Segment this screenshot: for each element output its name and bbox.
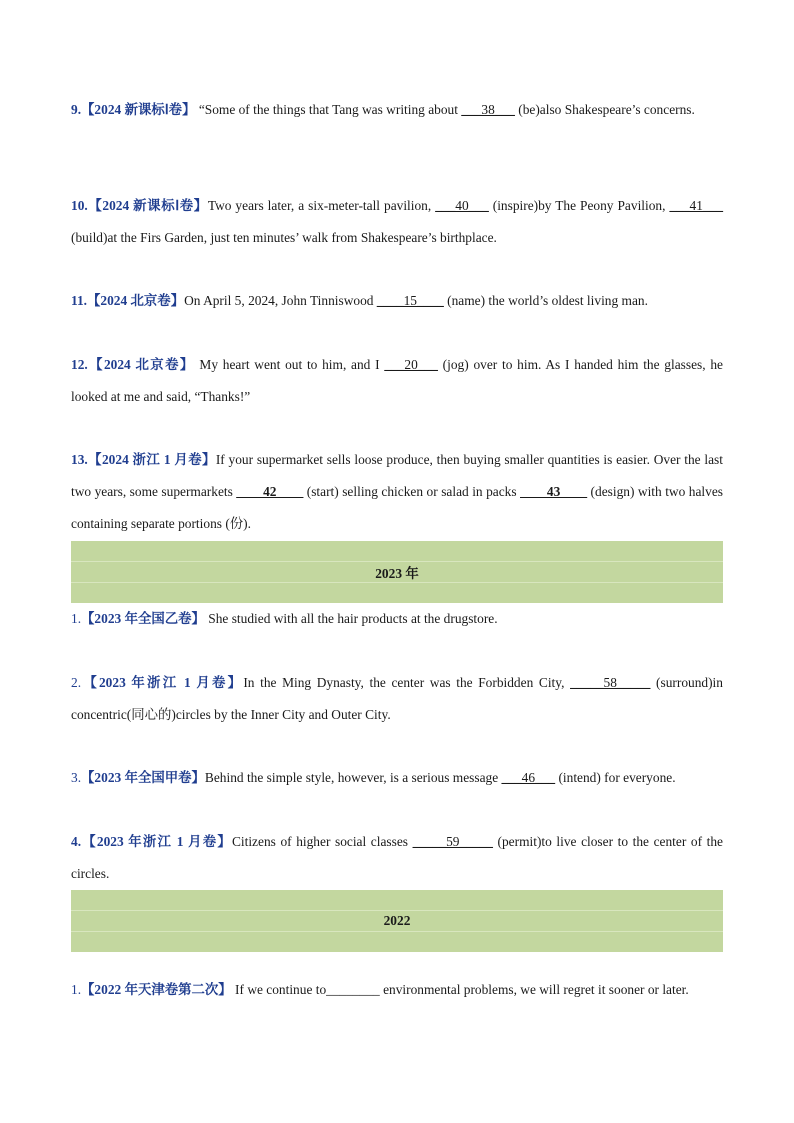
question-text: If your supermarket sells loose produce, then buying smaller quantities is easier. Over the last two years, some supermarkets [71,452,723,499]
question-2023-2 [71,667,723,731]
question-source: 【2024 新课标Ⅰ卷】 [81,102,196,117]
question-number: 13. [71,452,88,467]
question-text: (inspire)by The Peony Pavilion, [488,198,670,213]
question-number: 11. [71,293,87,308]
section-title: 2022 [383,913,411,928]
answer-blank: ________ [326,982,380,997]
question-text: (name) the world’s oldest living man. [443,293,648,308]
answer-blank: ___46___ [501,770,556,785]
question-text: (build)at the Firs Garden, just ten minutes’ walk from Shakespeare’s birthplace. [71,230,497,245]
question-text: My heart went out to him, and I [194,357,385,372]
answer-blank: ___40___ [435,198,489,213]
question-number: 4. [71,834,82,849]
question-source: 【2024 浙江 1 月卷】 [87,452,216,467]
question-number: 12. [71,357,88,372]
question-9 [71,94,723,126]
question-text: (be)also Shakespeare’s concerns. [514,102,695,117]
question-source: 【2024 北京卷】 [87,357,195,372]
question-source: 【2024 北京卷】 [87,293,185,308]
question-11 [71,285,723,317]
band-rule [71,931,723,932]
section-header-2023 [71,541,723,603]
question-text: environmental problems, we will regret it sooner or later. [379,982,689,997]
question-2023-4 [71,826,723,890]
question-text: Citizens of higher social classes [231,834,413,849]
answer-blank: _____58_____ [570,675,651,690]
answer-blank: _____59_____ [412,834,493,849]
question-source: 【2023 年浙江 1 月卷】 [81,675,244,690]
question-text: On April 5, 2024, John Tinniswood [184,293,377,308]
question-text: If we continue to [231,982,327,997]
question-source: 【2022 年天津卷第二次】 [81,982,232,997]
question-2023-3 [71,762,723,794]
question-10 [71,190,723,254]
question-number: 2. [71,675,82,690]
question-source: 【2023 年浙江 1 月卷】 [81,834,232,849]
question-text: (surround)in concentric(同心的)circles by the Inner City and Outer City. [71,675,723,722]
answer-blank: ____15____ [376,293,444,308]
band-rule [71,582,723,583]
question-text: (design) with two halves containing separate portions (份). [71,484,723,531]
question-text: (intend) for everyone. [555,770,676,785]
question-source: 【2023 年全国甲卷】 [81,770,205,785]
answer-blank: ____42____ [236,484,304,499]
question-text: Two years later, a six-meter-tall pavilion, [207,198,436,213]
question-text: She studied with all the hair products at the drugstore. [204,611,498,626]
question-number: 1. [71,982,82,997]
question-2023-1 [71,603,723,635]
question-text: (start) selling chicken or salad in packs [303,484,521,499]
question-13 [71,444,723,540]
question-text: In the Ming Dynasty, the center was the Forbidden City, [243,675,571,690]
section-header-2022 [71,890,723,952]
question-number: 1. [71,611,82,626]
question-number: 10. [71,198,88,213]
answer-blank: ___41___ [669,198,724,213]
section-title: 2023 年 [375,565,419,581]
question-2022-1 [71,974,723,1006]
answer-blank: ___38___ [461,102,515,117]
band-rule [71,910,723,911]
question-number: 9. [71,102,82,117]
answer-blank: ____43____ [520,484,588,499]
question-text: Behind the simple style, however, is a serious message [204,770,502,785]
question-12 [71,349,723,413]
question-text: (jog) over to him. As I handed him the glasses, he looked at me and said, “Thanks!” [71,357,723,404]
question-text: (permit)to live closer to the center of the circles. [71,834,723,881]
question-number: 3. [71,770,82,785]
question-text: “Some of the things that Tang was writing about [195,102,462,117]
answer-blank: ___20___ [384,357,438,372]
question-source: 【2023 年全国乙卷】 [81,611,205,626]
question-source: 【2024 新课标Ⅰ卷】 [87,198,208,213]
